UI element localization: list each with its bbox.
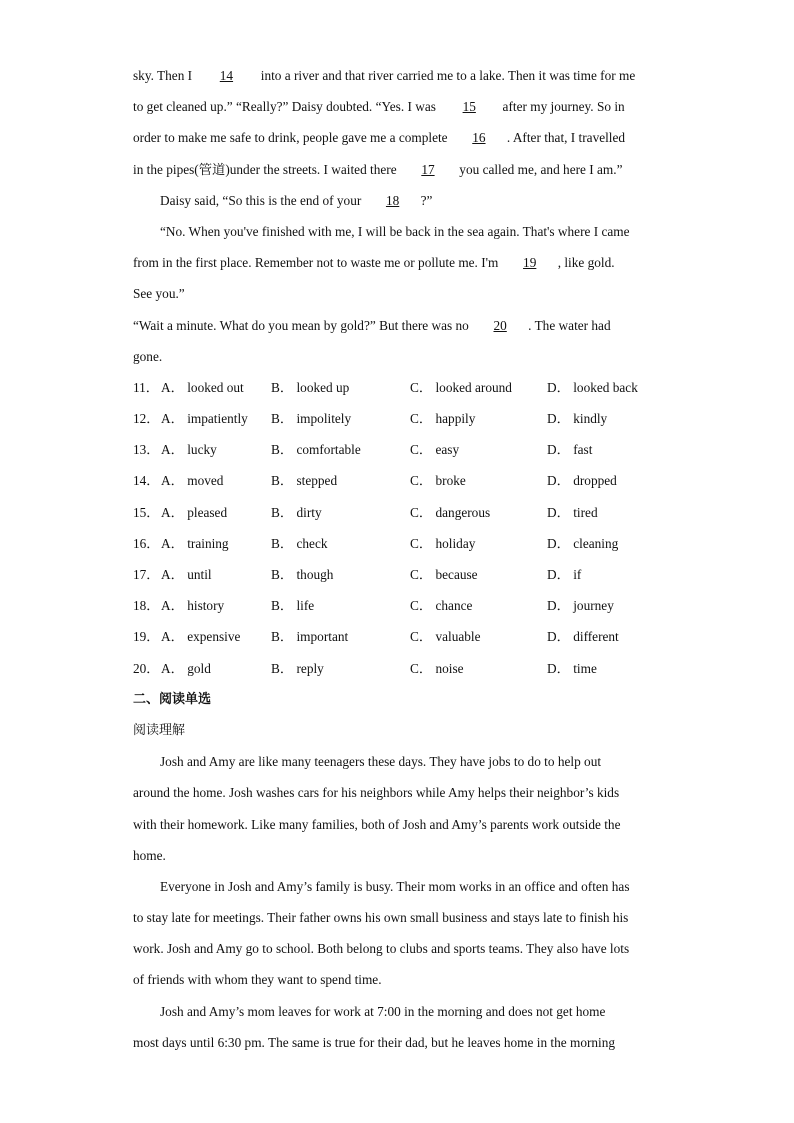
option-b[interactable]: B． though <box>271 567 334 582</box>
option-d[interactable]: D． if <box>547 567 582 582</box>
option-a[interactable]: A． impatiently <box>161 411 248 427</box>
blank-18: 18 <box>385 192 400 208</box>
passage-line: to stay late for meetings. Their father owns his own small business and stays late to finish his <box>133 910 629 926</box>
text: . After that, I travelled <box>506 130 626 146</box>
option-c[interactable]: C． happily <box>410 411 476 427</box>
text: to get cleaned up.” “Really?” Daisy doubted. “Yes. I was <box>133 99 440 115</box>
option-b[interactable]: B． comfortable <box>271 442 361 458</box>
option-a[interactable]: A． until <box>161 567 212 582</box>
option-b[interactable]: B． stepped <box>271 473 338 489</box>
text: in the pipes(管道)under the streets. I waited there <box>133 161 400 177</box>
question-number: 17． <box>133 567 160 582</box>
option-b[interactable]: B． reply <box>271 660 324 676</box>
option-c[interactable]: C． noise <box>410 660 464 676</box>
question-number: 14． <box>133 473 160 489</box>
text: from in the first place. Remember not to waste me or pollute me. I'm <box>133 255 502 271</box>
question-number: 18． <box>133 598 160 614</box>
subsection-heading: 阅读理解 <box>133 722 186 738</box>
text: ?” <box>420 192 433 208</box>
text: , like gold. <box>557 255 615 271</box>
question-options <box>133 434 663 465</box>
text: Daisy said, “So this is the end of your <box>160 192 365 208</box>
text: “Wait a minute. What do you mean by gold?” But there was no <box>133 317 473 333</box>
option-c[interactable]: C． easy <box>410 442 460 458</box>
option-d[interactable]: D． journey <box>547 598 614 614</box>
option-d[interactable]: D． fast <box>547 442 593 458</box>
blank-17: 17 <box>421 161 435 177</box>
option-b[interactable]: B． dirty <box>271 504 322 520</box>
document-page <box>133 60 663 1058</box>
question-options <box>133 372 663 403</box>
passage-line: work. Josh and Amy go to school. Both belong to clubs and sports teams. They also have lots <box>133 941 630 957</box>
passage-line: of friends with whom they want to spend time. <box>133 972 382 988</box>
text: into a river and that river carried me to a lake. Then it was time for me <box>257 68 636 83</box>
option-d[interactable]: D． different <box>547 629 619 645</box>
option-b[interactable]: B． impolitely <box>271 411 352 427</box>
option-c[interactable]: C． chance <box>410 598 473 614</box>
passage <box>133 746 663 1058</box>
option-d[interactable]: D． looked back <box>547 379 638 395</box>
option-c[interactable]: C． broke <box>410 473 466 489</box>
option-c[interactable]: C． looked around <box>410 379 512 395</box>
option-c[interactable]: C． because <box>410 567 478 582</box>
cloze-line <box>133 185 663 216</box>
option-b[interactable]: B． check <box>271 535 328 551</box>
option-c[interactable]: C． valuable <box>410 629 481 645</box>
passage-line: with their homework. Like many families, both of Josh and Amy’s parents work outside the <box>133 816 621 832</box>
options-list <box>133 372 663 684</box>
option-d[interactable]: D． time <box>547 660 597 676</box>
question-options <box>133 528 663 559</box>
passage-line: around the home. Josh washes cars for his neighbors while Amy helps their neighbor’s kids <box>133 785 620 801</box>
question-number: 12． <box>133 411 160 427</box>
option-a[interactable]: A． expensive <box>161 629 241 645</box>
option-a[interactable]: A． lucky <box>161 442 217 458</box>
blank-19: 19 <box>523 255 537 271</box>
passage-line: Everyone in Josh and Amy’s family is busy. Their mom works in an office and often has <box>160 878 630 894</box>
text: after my journey. So in <box>499 99 625 115</box>
option-a[interactable]: A． gold <box>161 660 211 676</box>
passage-line: Josh and Amy are like many teenagers these days. They have jobs to do to help out <box>160 754 602 770</box>
cloze-line <box>133 247 663 278</box>
passage-line: most days until 6:30 pm. The same is true for their dad, but he leaves home in the morning <box>133 1034 616 1050</box>
option-d[interactable]: D． tired <box>547 504 598 520</box>
section-heading: 二、阅读单选 <box>133 691 212 707</box>
option-a[interactable]: A． history <box>161 598 225 614</box>
cloze-line <box>133 122 663 153</box>
option-a[interactable]: A． training <box>161 535 229 551</box>
blank-20: 20 <box>493 317 507 333</box>
option-a[interactable]: A． pleased <box>161 504 228 520</box>
cloze-line: gone. <box>133 348 163 364</box>
option-a[interactable]: A． looked out <box>161 379 244 395</box>
cloze-line <box>133 60 663 91</box>
option-b[interactable]: B． looked up <box>271 379 350 395</box>
question-options <box>133 403 663 434</box>
text: sky. Then I <box>133 68 196 83</box>
option-d[interactable]: D． cleaning <box>547 535 619 551</box>
option-b[interactable]: B． life <box>271 598 315 614</box>
question-number: 15． <box>133 504 160 520</box>
text: . The water had <box>528 317 611 333</box>
option-a[interactable]: A． moved <box>161 473 224 489</box>
question-options <box>133 621 663 652</box>
cloze-line: “No. When you've finished with me, I will be back in the sea again. That's where I came <box>160 223 630 239</box>
question-number: 16． <box>133 535 160 551</box>
cloze-line <box>133 310 663 341</box>
text: order to make me safe to drink, people gave me a complete <box>133 130 451 146</box>
question-number: 19． <box>133 629 160 645</box>
cloze-line <box>133 91 663 122</box>
question-options <box>133 465 663 496</box>
passage-line: Josh and Amy’s mom leaves for work at 7:00 in the morning and does not get home <box>160 1003 606 1019</box>
blank-14: 14 <box>219 68 234 83</box>
cloze-line <box>133 154 663 185</box>
text: you called me, and here I am.” <box>455 161 623 177</box>
blank-15: 15 <box>462 99 476 115</box>
option-d[interactable]: D． kindly <box>547 411 608 427</box>
question-number: 20． <box>133 660 160 676</box>
question-number: 13． <box>133 442 160 458</box>
option-c[interactable]: C． dangerous <box>410 504 491 520</box>
cloze-line: See you.” <box>133 286 185 302</box>
question-number: 11． <box>133 379 160 395</box>
option-d[interactable]: D． dropped <box>547 473 617 489</box>
question-options <box>133 497 663 528</box>
question-options <box>133 653 663 684</box>
option-c[interactable]: C． holiday <box>410 535 476 551</box>
question-options <box>133 559 663 590</box>
blank-16: 16 <box>472 130 486 146</box>
option-b[interactable]: B． important <box>271 629 349 645</box>
passage-line: home. <box>133 847 166 863</box>
question-options <box>133 590 663 621</box>
